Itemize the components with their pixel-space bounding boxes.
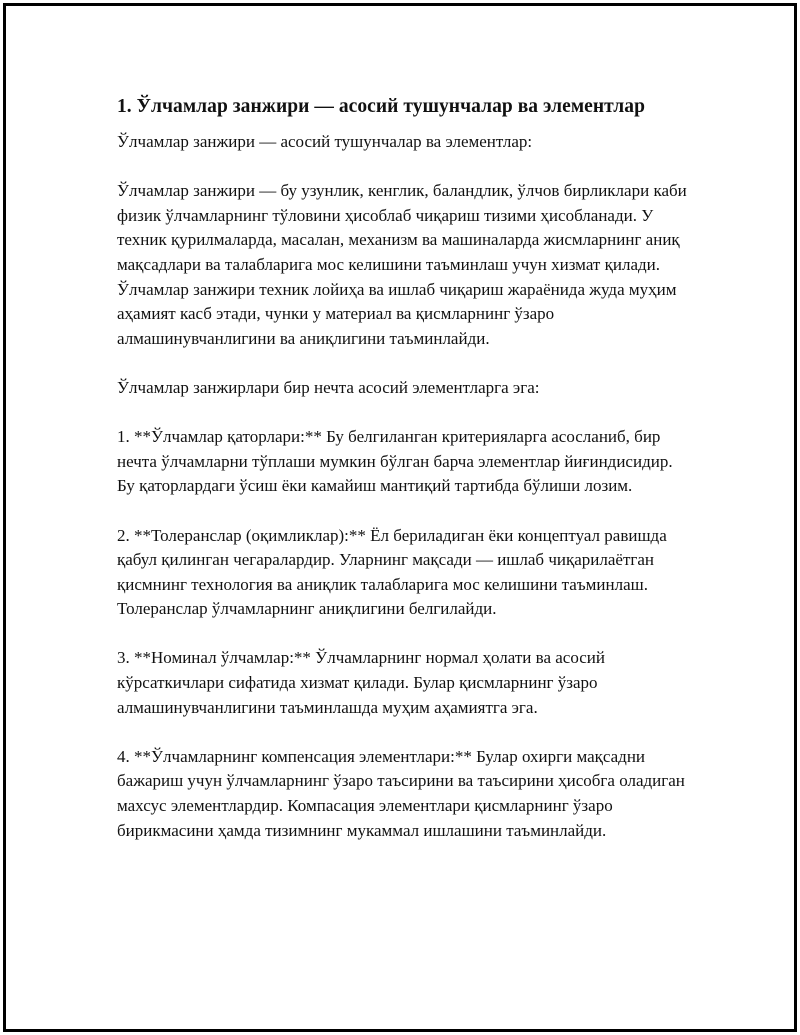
list-item: 4. **Ўлчамларнинг компенсация элементлари:** Булар охирги мақсадни бажариш учун ўлчамларнинг ўзаро таъсирини ва таъсирини ҳисобга оладиган махсус элементлардир. Компасация элементлари қисмларнинг ўзаро бирикмасини ҳамда тизимнинг мукаммал ишлашини таъминлайди. xyxy=(117,746,685,840)
document-heading: 1. Ўлчамлар занжири — асосий тушунчалар ва элементлар xyxy=(117,96,645,117)
list-item: 3. **Номинал ўлчамлар:** Ўлчамларнинг нормал ҳолати ва асосий кўрсаткичлари сифатида хизмат қилади. Булар қисмларнинг ўзаро алмашинувчанлигини таъминлашда муҳим аҳамиятга эга. xyxy=(117,648,605,717)
intro-paragraph: Ўлчамлар занжири — асосий тушунчалар ва элементлар: xyxy=(117,132,533,151)
list-item: 1. **Ўлчамлар қаторлари:** Бу белгиланган критерияларга асосланиб, бир нечта ўлчамларни тўплаши мумкин бўлган барча элементлар йиғиндисидир. Бу қаторлардаги ўсиш ёки камайиш мантиқий тартибда бўлиши лозим. xyxy=(117,427,673,496)
elements-intro-paragraph: Ўлчамлар занжирлари бир нечта асосий элементларга эга: xyxy=(117,377,540,397)
list-item: 2. **Толеранслар (оқимликлар):** Ёл бериладиган ёки концептуал равишда қабул қилинган чегаралардир. Уларнинг мақсади — ишлаб чиқарилаётган қисмнинг технология ва аниқлик талабларига мос келишини таъминлаш. Толеранслар ўлчамларнинг аниқлигини белгилайди. xyxy=(117,525,667,619)
definition-paragraph: Ўлчамлар занжири — бу узунлик, кенглик, баландлик, ўлчов бирликлари каби физик ўлчамларнинг тўловини ҳисоблаб чиқариш тизими ҳисобланади. У техник қурилмаларда, масалан, механизм ва машиналарда жисмларнинг аниқ мақсадлари ва талабларига мос келишини таъминлаш учун хизмат қилади. Ўлчамлар занжири техник лойиҳа ва ишлаб чиқариш жараёнида жуда муҳим аҳамият касб этади, чунки у материал ва қисмларнинг ўзаро алмашинувчанлигини ва аниқлигини таъминлайди. xyxy=(117,181,687,348)
document-body xyxy=(117,94,687,843)
